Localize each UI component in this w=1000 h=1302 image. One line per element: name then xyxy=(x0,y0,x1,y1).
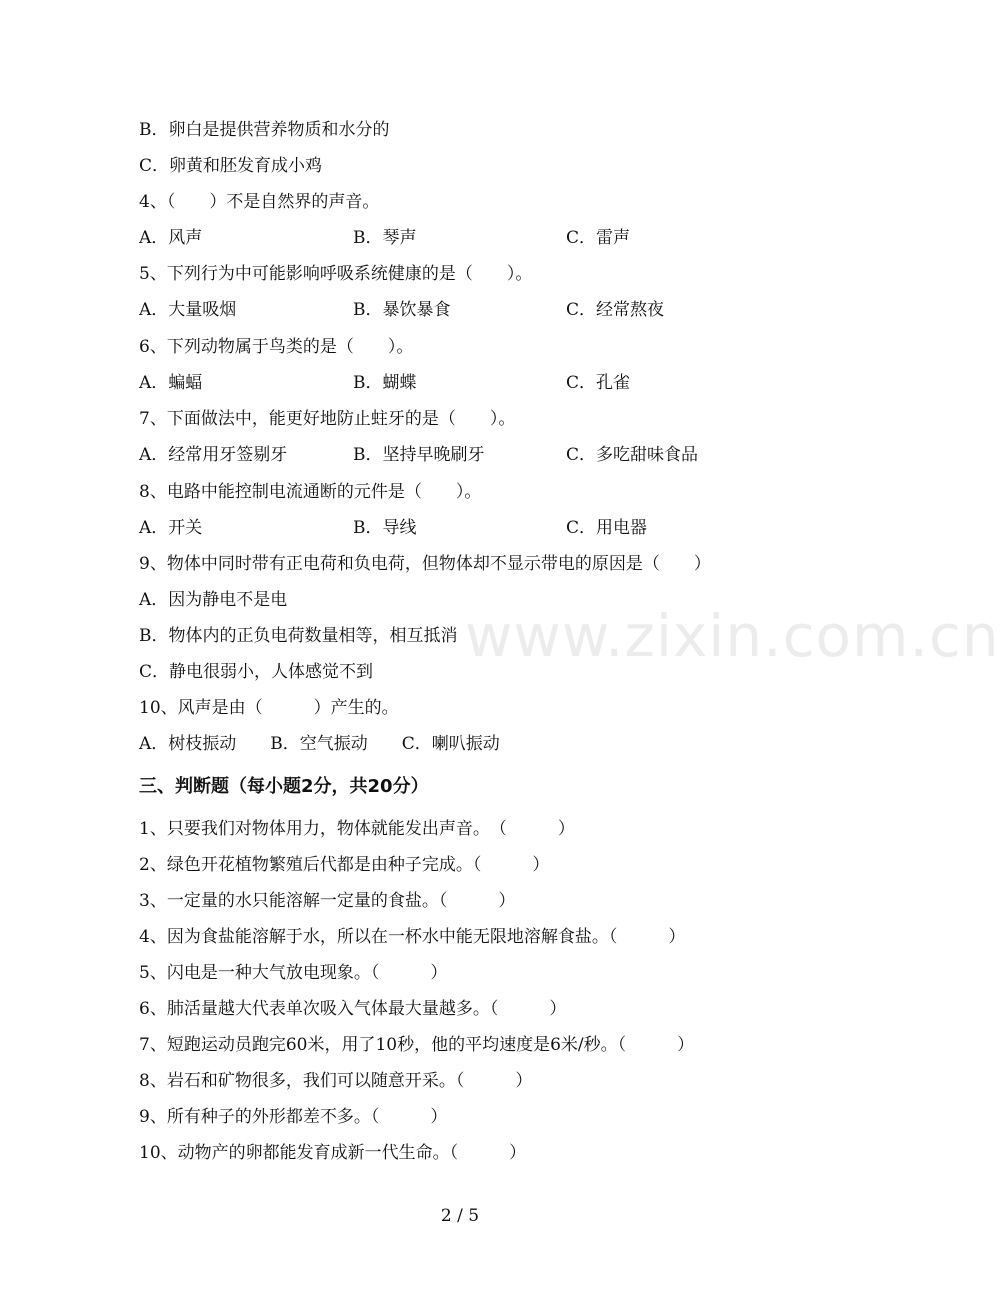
section-heading-judge: 三、判断题（每小题2分，共20分） xyxy=(139,776,429,797)
question-4: 4、（ ）不是自然界的声音。 xyxy=(139,192,380,212)
judge-item-1: 1、只要我们对物体用力，物体就能发出声音。 （ ） xyxy=(139,819,575,839)
q5-option-b: B．暴饮暴食 xyxy=(353,300,451,320)
q8-option-c: C．用电器 xyxy=(566,518,648,538)
judge-item-3: 3、一定量的水只能溶解一定量的食盐。（ ） xyxy=(139,891,516,911)
q7-option-c: C．多吃甜味食品 xyxy=(566,445,699,465)
judge-item-2: 2、绿色开花植物繁殖后代都是由种子完成。（ ） xyxy=(139,855,550,875)
judge-item-9: 9、所有种子的外形都差不多。（ ） xyxy=(139,1107,448,1127)
q8-option-b: B．导线 xyxy=(353,518,417,538)
watermark: www.zixin.com.cn xyxy=(465,602,1000,670)
page-number: 2 / 5 xyxy=(440,1206,480,1226)
q9-option-c: C．静电很弱小，人体感觉不到 xyxy=(139,662,374,682)
q7-option-a: A．经常用牙签剔牙 xyxy=(139,445,288,465)
q4-option-c: C．雷声 xyxy=(566,228,631,248)
judge-item-7: 7、短跑运动员跑完60米，用了10秒，他的平均速度是6米/秒。（ ） xyxy=(139,1035,695,1055)
q4-option-b: B．琴声 xyxy=(353,228,417,248)
q3-option-b: B．卵白是提供营养物质和水分的 xyxy=(139,120,390,140)
question-8: 8、电路中能控制电流通断的元件是（ ）。 xyxy=(139,482,482,502)
q9-option-a: A．因为静电不是电 xyxy=(139,590,288,610)
question-5: 5、下列行为中可能影响呼吸系统健康的是（ ）。 xyxy=(139,264,533,284)
q6-option-c: C．孔雀 xyxy=(566,373,631,393)
question-6: 6、下列动物属于鸟类的是（ ）。 xyxy=(139,337,414,357)
q9-option-b: B．物体内的正负电荷数量相等，相互抵消 xyxy=(139,626,458,646)
q7-option-b: B．坚持早晚刷牙 xyxy=(353,445,485,465)
q5-option-c: C．经常熬夜 xyxy=(566,300,665,320)
q6-option-a: A．蝙蝠 xyxy=(139,373,203,393)
judge-item-8: 8、岩石和矿物很多，我们可以随意开采。（ ） xyxy=(139,1071,533,1091)
q3-option-c: C．卵黄和胚发育成小鸡 xyxy=(139,156,323,176)
q10-options: A．树枝振动 B．空气振动 C．喇叭振动 xyxy=(139,734,500,754)
q6-option-b: B．蝴蝶 xyxy=(353,373,417,393)
question-9: 9、物体中同时带有正电荷和负电荷，但物体却不显示带电的原因是（ ） xyxy=(139,554,711,574)
judge-item-5: 5、闪电是一种大气放电现象。（ ） xyxy=(139,963,448,983)
q5-option-a: A．大量吸烟 xyxy=(139,300,237,320)
q8-option-a: A．开关 xyxy=(139,518,203,538)
judge-item-4: 4、因为食盐能溶解于水，所以在一杯水中能无限地溶解食盐。（ ） xyxy=(139,927,686,947)
q4-option-a: A．风声 xyxy=(139,228,203,248)
judge-item-10: 10、动物产的卵都能发育成新一代生命。（ ） xyxy=(139,1143,527,1163)
judge-item-6: 6、肺活量越大代表单次吸入气体最大量越多。（ ） xyxy=(139,999,567,1019)
question-7: 7、下面做法中，能更好地防止蛀牙的是（ ）。 xyxy=(139,409,516,429)
question-10: 10、风声是由（ ）产生的。 xyxy=(139,698,399,718)
